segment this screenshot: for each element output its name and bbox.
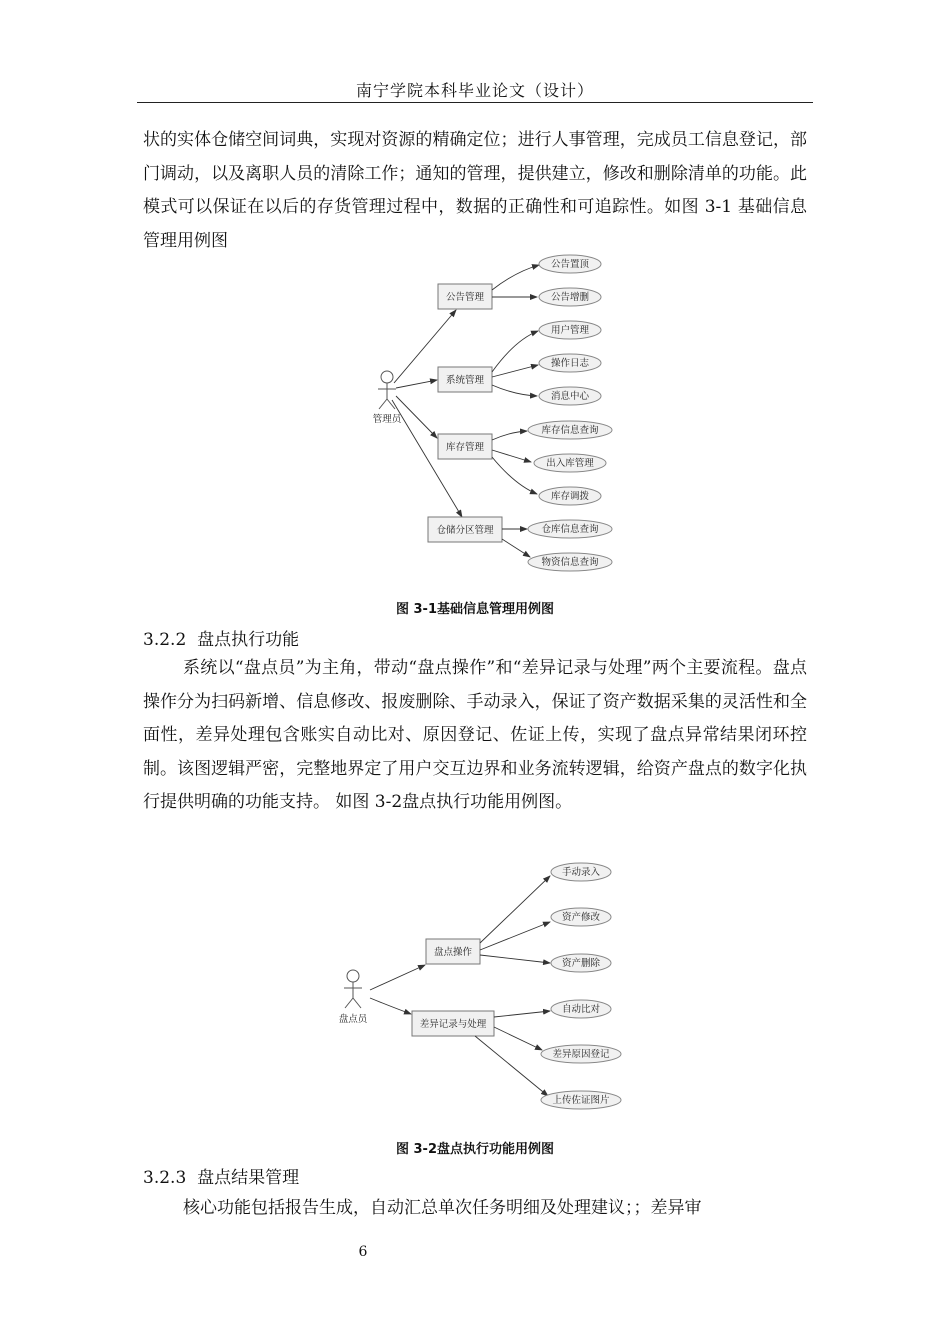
usecase-oval <box>528 520 612 538</box>
page-header: 南宁学院本科毕业论文（设计） <box>355 81 594 100</box>
usecase-oval <box>551 863 611 881</box>
usecase-oval <box>539 288 601 306</box>
usecase-oval <box>539 387 601 405</box>
actor-label: 盘点员 <box>338 1014 368 1025</box>
usecase-oval <box>539 487 601 505</box>
svg-text:操作日志: 操作日志 <box>550 358 590 369</box>
svg-text:差异记录与处理: 差异记录与处理 <box>419 1019 487 1030</box>
section-number: 3.2.3 <box>143 1168 187 1188</box>
svg-text:出入库管理: 出入库管理 <box>546 458 594 469</box>
figure-3-1-caption: 图 3-1基础信息管理用例图 <box>395 602 554 617</box>
svg-text:用户管理: 用户管理 <box>550 325 590 336</box>
usecase-oval <box>534 454 606 472</box>
section-heading-3-2-3 <box>143 1163 299 1188</box>
page-number: 6 <box>358 1244 368 1260</box>
figure-3-2-diagram <box>0 855 950 1115</box>
svg-text:消息中心: 消息中心 <box>550 391 590 402</box>
usecase-oval <box>528 553 612 571</box>
svg-text:仓库信息查询: 仓库信息查询 <box>541 524 599 535</box>
actor-label: 管理员 <box>372 414 402 425</box>
usecase-oval <box>541 1045 621 1063</box>
actor-icon <box>378 371 396 409</box>
figure-3-2-caption: 图 3-2盘点执行功能用例图 <box>395 1142 554 1157</box>
svg-text:库存信息查询: 库存信息查询 <box>541 425 599 436</box>
svg-text:手动录入: 手动录入 <box>561 867 601 878</box>
usecase-oval <box>528 421 612 439</box>
section-number: 3.2.2 <box>143 630 187 650</box>
svg-text:库存调拨: 库存调拨 <box>550 491 590 502</box>
paragraph-2: 系统以“盘点员”为主角，带动“盘点操作”和“差异记录与处理”两个主要流程。盘点操作分为扫码新增、信息修改、报废删除、手动录入，保证了资产数据采集的灵活性和全面性，差异处理包含账实自动比对、原因登记、佐证上传，实现了盘点异常结果闭环控制。该图逻辑严密，完整地界定了用户交互边界和业务流转逻辑，给资产盘点的数字化执行提供明确的功能支持。 如图 3-2盘点执行功能用例图。 <box>143 658 807 812</box>
figure-3-1-diagram <box>0 250 950 580</box>
header-rule <box>137 102 813 103</box>
svg-text:公告管理: 公告管理 <box>445 292 485 303</box>
section-title: 盘点结果管理 <box>197 1168 300 1188</box>
svg-text:公告增删: 公告增删 <box>550 292 590 303</box>
section-heading-3-2-2 <box>143 625 299 650</box>
usecase-group-system <box>438 367 492 392</box>
svg-text:资产删除: 资产删除 <box>561 958 601 969</box>
svg-text:自动比对: 自动比对 <box>561 1004 601 1015</box>
svg-text:盘点操作: 盘点操作 <box>433 947 473 958</box>
svg-text:资产修改: 资产修改 <box>561 912 601 923</box>
usecase-oval <box>551 908 611 926</box>
usecase-oval <box>551 1000 611 1018</box>
usecase-oval <box>551 954 611 972</box>
svg-text:物资信息查询: 物资信息查询 <box>541 557 599 568</box>
svg-text:仓储分区管理: 仓储分区管理 <box>436 525 494 536</box>
usecase-oval <box>539 321 601 339</box>
usecase-group-zone <box>428 517 502 542</box>
usecase-group-inventory <box>438 434 492 459</box>
section-title: 盘点执行功能 <box>197 630 300 650</box>
svg-text:上传佐证图片: 上传佐证图片 <box>552 1095 610 1106</box>
svg-text:库存管理: 库存管理 <box>445 442 485 453</box>
paragraph-3: 核心功能包括报告生成，自动汇总单次任务明细及处理建议；；差异审 <box>183 1198 702 1218</box>
svg-text:系统管理: 系统管理 <box>445 375 485 386</box>
usecase-oval <box>539 354 601 372</box>
usecase-oval <box>539 255 601 273</box>
usecase-group-notice <box>438 284 492 309</box>
svg-text:差异原因登记: 差异原因登记 <box>552 1049 610 1060</box>
actor-icon <box>344 970 362 1008</box>
paragraph-1: 状的实体仓储空间词典，实现对资源的精确定位；进行人事管理，完成员工信息登记，部门调动，以及离职人员的清除工作；通知的管理，提供建立，修改和删除清单的功能。此模式可以保证在以后的存货管理过程中，数据的正确性和可追踪性。如图 3-1 基础信息管理用例图 <box>143 130 807 251</box>
svg-text:公告置顶: 公告置顶 <box>550 259 590 270</box>
usecase-oval <box>541 1091 621 1109</box>
usecase-group-operate <box>426 939 480 964</box>
usecase-group-diff <box>412 1011 494 1036</box>
